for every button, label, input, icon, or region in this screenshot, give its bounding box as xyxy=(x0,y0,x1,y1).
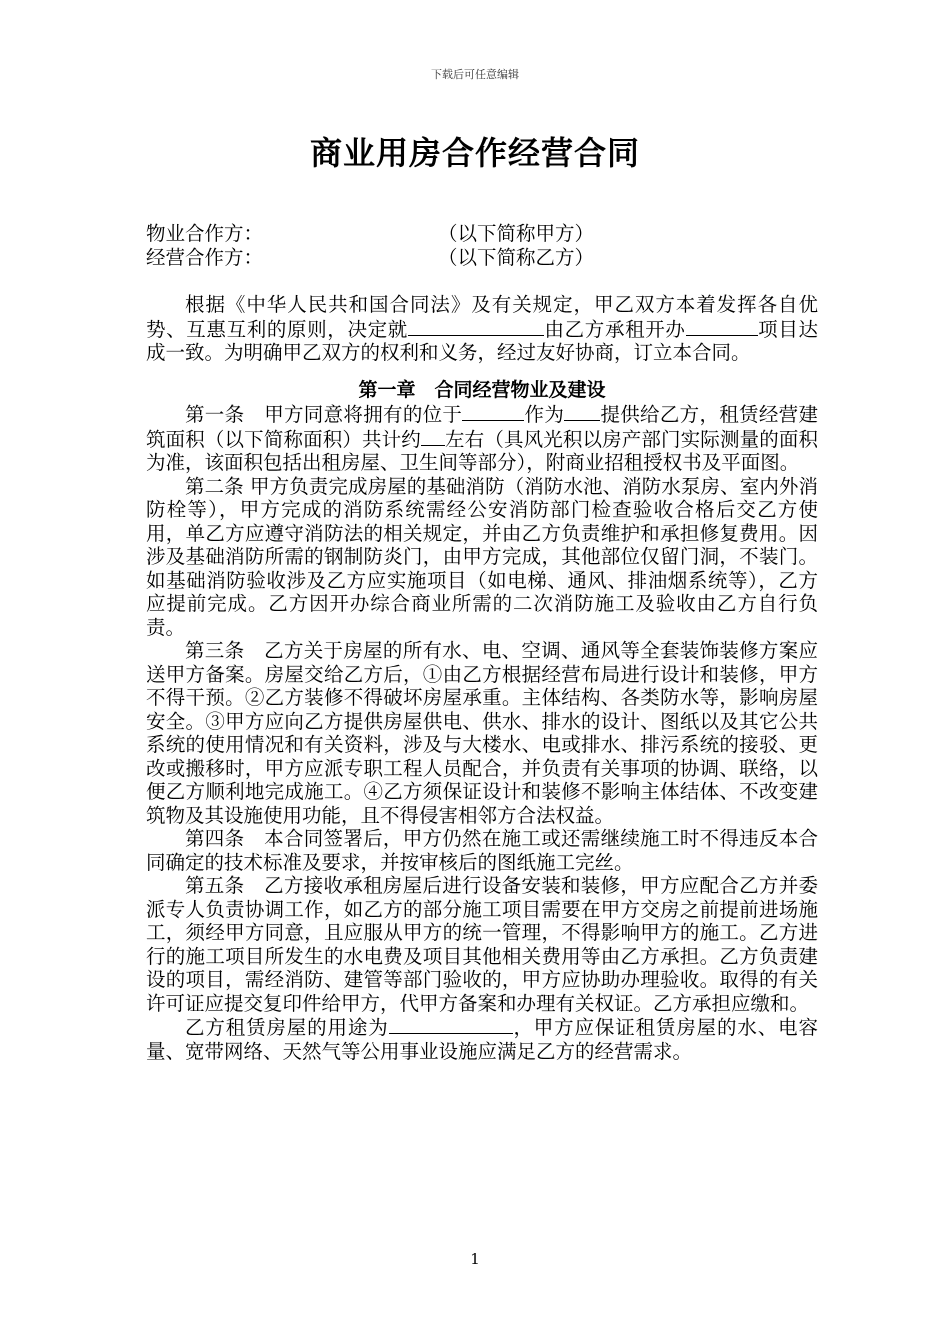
blank-project-name xyxy=(686,317,758,336)
blank-purpose xyxy=(564,402,600,421)
usage-text-2: ，甲方应保证租赁房屋的水、电容量、宽带网络、天然气等公用事业设施应满足乙方的经营需求。 xyxy=(146,1016,818,1063)
document-body xyxy=(146,222,818,1063)
party-note-first: （以下简称甲方） xyxy=(438,222,595,245)
spacer xyxy=(146,269,818,293)
party-label-second: 经营合作方： xyxy=(146,245,264,269)
intro-text-3: 项目达成一致。为明确甲乙双方的权利和义务，经过友好协商，订立本合同。 xyxy=(146,317,818,364)
document-title: 商业用房合作经营合同 xyxy=(309,134,640,172)
usage-paragraph xyxy=(146,1015,818,1063)
party-line-second xyxy=(146,246,818,270)
chapter-heading: 第一章 合同经营物业及建设 xyxy=(358,378,606,401)
article-1-text-4: 左右（具风光积以房产部门实际测量的面积为准，该面积包括出租房屋、卫生间等部分），附商业招租授权书及平面图。 xyxy=(146,427,818,474)
article-1 xyxy=(146,402,818,475)
party-line-first xyxy=(146,222,818,246)
article-2: 第二条 甲方负责完成房屋的基础消防（消防水池、消防水泵房、室内外消防栓等），甲方完成的消防系统需经公安消防部门检查验收合格后交乙方使用，单乙方应遵守消防法的相关规定，并由乙方负责维护和承担修复费用。因涉及基础消防所需的钢制防炎门，由甲方完成，其他部位仅留门洞，不装门。如基础消防验收涉及乙方应实施项目（如电梯、通风、排油烟系统等），乙方应提前完成。乙方因开办综合商业所需的二次消防施工及验收由乙方自行负责。 xyxy=(146,474,818,639)
party-note-second: （以下简称乙方） xyxy=(438,245,595,269)
blank-project-location xyxy=(408,317,544,336)
article-1-text-1: 第一条 甲方同意将拥有的位于 xyxy=(185,403,463,426)
page-number: 1 xyxy=(470,1250,480,1268)
intro-text-1: 根据《中华人民共和国合同法》及有关规定，甲乙双方本着发挥各自优势、互惠互利的原则，决定就 xyxy=(146,293,818,341)
intro-paragraph xyxy=(146,293,818,365)
blank-usage xyxy=(389,1015,513,1034)
article-1-text-2: 作为 xyxy=(524,403,565,426)
blank-area xyxy=(421,427,445,446)
blank-location xyxy=(462,402,524,421)
party-label-first: 物业合作方： xyxy=(146,222,264,245)
article-5: 第五条 乙方接收承租房屋后进行设备安装和装修，甲方应配合乙方并委派专人负责协调工作，如乙方的部分施工项目需要在甲方交房之前提前进场施工，须经甲方同意，且应服从甲方的统一管理，不得影响甲方的施工。乙方进行的施工项目所发生的水电费及项目其他相关费用等由乙方承担。乙方负责建设的项目，需经消防、建管等部门验收的，甲方应协助办理验收。取得的有关许可证应提交复印件给甲方，代甲方备案和办理有关权证。乙方承担应缴和。 xyxy=(146,874,818,1015)
article-1-text-3: 提供给乙方，租赁经营建筑面积（以下简称面积）共计约 xyxy=(146,403,818,451)
intro-text-2: 由乙方承租开办 xyxy=(543,317,686,341)
header-note: 下载后可任意编辑 xyxy=(431,68,519,81)
article-3: 第三条 乙方关于房屋的所有水、电、空调、通风等全套装饰装修方案应送甲方备案。房屋交给乙方后，①由乙方根据经营布局进行设计和装修，甲方不得干预。②乙方装修不得破坏房屋承重。主体结构、各类防水等，影响房屋安全。③甲方应向乙方提供房屋供电、供水、排水的设计、图纸以及其它公共系统的使用情况和有关资料，涉及与大楼水、电或排水、排污系统的接驳、更改或搬移时，甲方应派专职工程人员配合，并负责有关事项的协调、联络，以便乙方顺利地完成施工。④乙方须保证设计和装修不影响主体结体、不改变建筑物及其设施使用功能，且不得侵害相邻方合法权益。 xyxy=(146,639,818,827)
usage-text-1: 乙方租赁房屋的用途为 xyxy=(185,1016,389,1039)
article-4: 第四条 本合同签署后，甲方仍然在施工或还需继续施工时不得违反本合同确定的技术标准及要求，并按审核后的图纸施工完丝。 xyxy=(146,827,818,874)
